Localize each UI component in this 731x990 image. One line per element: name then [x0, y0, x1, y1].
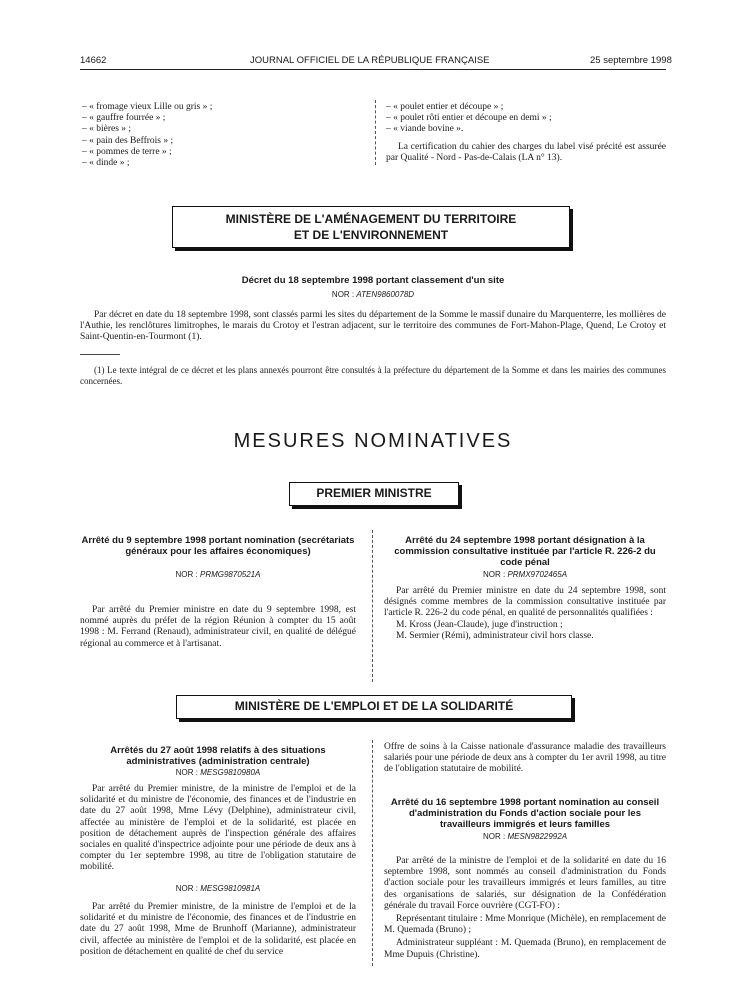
list-item: – « poulet entier et découpe » ;: [386, 102, 504, 112]
arrete-fas-suppleant: Administrateur suppléant : M. Quemada (Bruno), en remplacement de Mme Dupuis (Christine).: [384, 938, 666, 960]
arrete-nomination-body: Par arrêté du Premier ministre en date du 9 septembre 1998, est nommé auprès du préfet de la région Réunion à compter du 15 août 1998 : M. Ferrand (Renaud), administrateur civil, en qualité de délégué régional au commerce et à l'artisanat.: [80, 605, 356, 649]
arrete-fas-content: [384, 856, 666, 961]
ministry-emploi-box: MINISTÈRE DE L'EMPLOI ET DE LA SOLIDARITÉ: [176, 695, 572, 719]
arrete-designation-body: Par arrêté du Premier ministre en date du 24 septembre 1998, sont désignés comme membres de la commission consultative instituée par l'article R. 226-2 du code pénal, en qualité de personnalités qualifiées :: [384, 586, 666, 619]
decree-title: Décret du 18 septembre 1998 portant classement d'un site: [241, 275, 505, 286]
arrete-fas-titulaire: Représentant titulaire : Mme Monrique (Michèle), en remplacement de M. Quemada (Bruno) ;: [384, 914, 666, 936]
ministry-amenagement-box: [172, 206, 570, 248]
premier-ministre-box: PREMIER MINISTRE: [289, 482, 459, 506]
header-rule: [80, 69, 666, 70]
list-item: – « bières » ;: [82, 124, 132, 135]
decree-nor: NOR : ATEN9860078D: [331, 290, 415, 299]
arrete-designation-content: [384, 586, 666, 642]
continuation-paragraph: Offre de soins à la Caisse nationale d'assurance maladie des travailleurs salariés pour une période de deux ans à compter du 1er avril 1998, au titre de l'obligation statutaire de mobilité.: [384, 742, 666, 775]
arrete-designation-nor: NOR : PRMX9702465A: [482, 570, 568, 579]
arrete-fas-nor: NOR : MESN9822992A: [482, 832, 568, 841]
member-item: M. Kross (Jean-Claude), juge d'instruction ;: [396, 619, 563, 630]
arretes-situations-nor-2: NOR : MESG9810981A: [175, 884, 261, 893]
ministry-line-1: MINISTÈRE DE L'AMÉNAGEMENT DU TERRITOIRE: [225, 212, 517, 226]
list-item: – « viande bovine ».: [386, 124, 464, 135]
nor-code: PRMX9702465A: [507, 570, 568, 579]
nor-code: PRMG9870521A: [199, 570, 261, 579]
section-title: MESURES NOMINATIVES: [233, 430, 513, 452]
arretes-situations-nor-1: NOR : MESG9810980A: [175, 768, 261, 777]
arrete-designation-title: Arrêté du 24 septembre 1998 portant désignation à la commission consultative instituée par l'article R. 226-2 du code pénal: [394, 535, 656, 568]
journal-title: JOURNAL OFFICIEL DE LA RÉPUBLIQUE FRANÇAISE: [250, 55, 490, 66]
member-item: M. Sermier (Rémi), administrateur civil hors classe.: [396, 630, 594, 641]
list-item: – « pain des Beffrois » ;: [82, 135, 174, 146]
arrete-fas-body: Par arrêté de la ministre de l'emploi et de la solidarité en date du 16 septembre 1998, sont nommés au conseil d'administration du Fonds d'action sociale pour les travailleurs immigrés et leurs familles, au titre des organisations de salariés, sur désignation de la Confédération générale du travail Force ouvrière (CGT-FO) :: [384, 856, 666, 911]
column-separator: [375, 100, 376, 165]
ministry-line-2: ET DE L'ENVIRONNEMENT: [293, 228, 449, 242]
list-item: – « pommes de terre » ;: [82, 146, 172, 157]
publication-date: 25 septembre 1998: [590, 55, 672, 66]
list-item: – « dinde » ;: [82, 158, 130, 169]
label-list-right: [386, 102, 666, 164]
arretes-situations-title: Arrêtés du 27 août 1998 relatifs à des situations administratives (administration centrale): [110, 745, 326, 767]
page-number: 14662: [80, 55, 107, 66]
nor-code: MESG9810981A: [200, 884, 261, 893]
column-separator: [372, 740, 373, 966]
arrete-nomination-title: Arrêté du 9 septembre 1998 portant nomination (secrétariats généraux pour les affaires économiques): [81, 535, 355, 557]
nor-code: ATEN9860078D: [356, 290, 415, 299]
label-list-left: [82, 102, 362, 169]
certification-paragraph: La certification du cahier des charges du label visé précité est assurée par Qualité - Nord - Pas-de-Calais (LA n° 13).: [386, 141, 666, 163]
arrete-nomination-nor: NOR : PRMG9870521A: [175, 570, 261, 579]
list-item: – « gauffre fourrée » ;: [82, 113, 166, 124]
decree-footnote: (1) Le texte intégral de ce décret et les plans annexés pourront être consultés à la préfecture du département de la Somme et dans les mairies des communes concernées.: [80, 365, 666, 387]
list-item: – « fromage vieux Lille ou gris » ;: [82, 102, 213, 112]
arretes-situations-body-1: Par arrêté du Premier ministre, de la ministre de l'emploi et de la solidarité et du ministre de l'économie, des finances et de l'industrie en date du 27 août 1998, Mme Lévy (Delphine), administrateur civil, affectée au ministère de l'emploi et de la solidarité, est placée en position de détachement auprès de l'inspection générale des affaires sociales en qualité d'inspectrice adjointe pour une période de deux ans à compter du 1er septembre 1998, au titre de l'obligation statutaire de mobilité.: [80, 784, 356, 873]
nor-code: MESG9810980A: [200, 768, 261, 777]
footnote-rule: [80, 354, 120, 355]
arrete-fas-title: Arrêté du 16 septembre 1998 portant nomination au conseil d'administration du Fonds d'action sociale pour les travailleurs immigrés et leurs familles: [390, 797, 660, 830]
nor-code: MESN9822992A: [507, 832, 568, 841]
arretes-situations-body-2: Par arrêté du Premier ministre, de la ministre de l'emploi et de la solidarité et du ministre de l'économie, des finances et de l'industrie en date du 27 août 1998, Mme de Brunhoff (Marianne), administrateur civil, affectée au ministère de l'emploi et de la solidarité, est placée en position de détachement en qualité de chef du service: [80, 902, 356, 957]
column-separator: [372, 530, 373, 682]
decree-body: Par décret en date du 18 septembre 1998, sont classés parmi les sites du département de la Somme le massif dunaire du Marquenterre, les mollières de l'Authie, les renclôtures limitrophes, le marais du Crotoy et l'estran adjacent, sur le territoire des communes de Fort-Mahon-Plage, Quend, Le Crotoy et Saint-Quentin-en-Tourmont (1).: [80, 310, 666, 343]
list-item: – « poulet rôti entier et découpe en demi » ;: [386, 113, 552, 124]
